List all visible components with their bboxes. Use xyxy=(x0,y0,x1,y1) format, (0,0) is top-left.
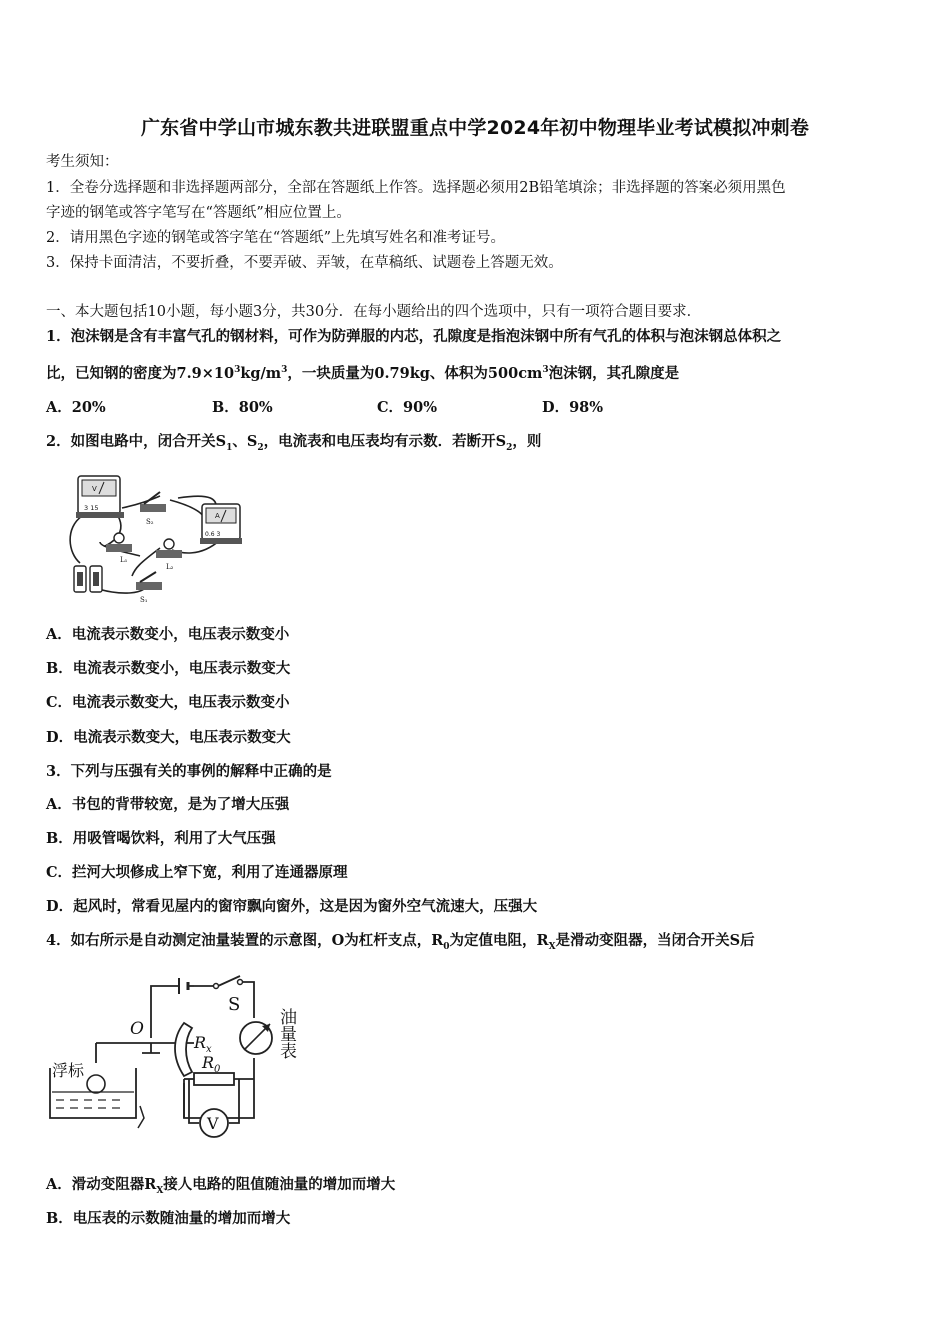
voltmeter-icon xyxy=(76,476,124,518)
bulb-l1-icon xyxy=(106,533,132,564)
switch-contact-icon xyxy=(214,984,219,989)
oil-surface xyxy=(52,1092,134,1108)
page-title: 广东省中学山市城东教共进联盟重点中学2024年初中物理毕业考试模拟冲刺卷 xyxy=(140,117,810,139)
rheostat-label: $R_x$ xyxy=(194,1033,212,1055)
q3-option-b[interactable]: B．用吸管喝饮料，利用了大气压强 xyxy=(46,830,276,847)
q4-option-b[interactable]: B．电压表的示数随油量的增加而增大 xyxy=(46,1210,291,1227)
switch-s-label: S xyxy=(228,994,241,1015)
notice-item: 字迹的钢笔或答字笔写在“答题纸”相应位置上。 xyxy=(46,205,351,221)
q2-stem: 2．如图电路中，闭合开关$S_1$、$S_2$，电流表和电压表均有示数．若断开$S_2$，则 xyxy=(46,433,542,453)
q3-option-c[interactable]: C．拦河大坝修成上窄下宽，利用了连通器原理 xyxy=(46,864,348,881)
rheostat-icon xyxy=(175,1023,192,1076)
switch-contact-icon xyxy=(238,980,243,985)
float-label: 浮标 xyxy=(52,1061,85,1080)
voltmeter-label: V xyxy=(92,485,97,493)
switch-s1-label: S₁ xyxy=(140,596,148,604)
q2-option-c[interactable]: C．电流表示数变大，电压表示数变小 xyxy=(46,694,290,711)
ammeter-label: A xyxy=(215,512,220,520)
resistor-r0-label: $R_0$ xyxy=(202,1053,221,1075)
q1-option-b[interactable]: B．80% xyxy=(212,399,273,416)
q1-stem-line1: 1．泡沫钢是含有丰富气孔的钢材料，可作为防弹服的内芯，孔隙度是指泡沫钢中所有气孔的体积与泡沫钢总体积之 xyxy=(46,328,782,345)
switch-s2-label: S₂ xyxy=(146,518,154,526)
q3-stem: 3．下列与压强有关的事例的解释中正确的是 xyxy=(46,763,332,780)
bulb-l1-label: L₁ xyxy=(120,556,128,564)
q3-option-a[interactable]: A．书包的背带较宽，是为了增大压强 xyxy=(46,796,290,813)
voltmeter-scale: 3 15 xyxy=(84,504,99,512)
pivot-o-label: O xyxy=(130,1019,144,1039)
q2-option-b[interactable]: B．电流表示数变小，电压表示数变大 xyxy=(46,660,291,677)
switch-s1-icon xyxy=(136,572,162,604)
q4-oil-gauge-figure xyxy=(44,968,324,1140)
battery-icon xyxy=(74,566,102,592)
q2-circuit-figure xyxy=(60,468,256,610)
switch-s2-icon xyxy=(140,492,166,526)
q1-stem-line2: 比，已知钢的密度为$7.9\times 10^3kg/m^3$，一块质量为0.79kg、体积为$500cm^3$泡沫钢，其孔隙度是 xyxy=(46,365,680,382)
notice-item: 1．全卷分选择题和非选择题两部分，全部在答题纸上作答。选择题必须用2B铅笔填涂；非选择题的答案必须用黑色 xyxy=(46,180,786,196)
q3-option-d[interactable]: D．起风时，常看见屋内的窗帘飘向窗外，这是因为窗外空气流速大，压强大 xyxy=(46,898,538,915)
q4-option-a[interactable]: A．滑动变阻器$R_X$接人电路的阻值随油量的增加而增大 xyxy=(46,1176,396,1196)
ammeter-scale: 0.6 3 xyxy=(205,531,221,538)
q4-stem: 4．如右所示是自动测定油量装置的示意图，O为杠杆支点，$R_0$为定值电阻，$R_X$是滑动变阻器，当闭合开关S后 xyxy=(46,932,755,952)
oil-gauge-label: 油量表 xyxy=(276,1008,296,1059)
ammeter-icon xyxy=(200,504,242,544)
notice-heading: 考生须知： xyxy=(46,154,119,170)
section-heading: 一、本大题包括10小题，每小题3分，共30分．在每小题给出的四个选项中，只有一项符合题目要求． xyxy=(46,304,702,320)
voltmeter-label: V xyxy=(207,1114,219,1133)
q1-option-a[interactable]: A．20% xyxy=(46,399,106,416)
notice-item: 3．保持卡面清洁，不要折叠，不要弄破、弄皱，在草稿纸、试题卷上答题无效。 xyxy=(46,255,563,271)
q2-option-a[interactable]: A．电流表示数变小，电压表示数变小 xyxy=(46,626,290,643)
bulb-l2-label: L₂ xyxy=(166,563,174,571)
q2-option-d[interactable]: D．电流表示数变大，电压表示数变大 xyxy=(46,729,291,746)
q1-option-c[interactable]: C．90% xyxy=(377,399,437,416)
float-icon xyxy=(87,1075,105,1093)
q1-option-d[interactable]: D．98% xyxy=(542,399,604,416)
bulb-l2-icon xyxy=(156,539,182,571)
notice-item: 2．请用黑色字迹的钢笔或答字笔在“答题纸”上先填写姓名和准考证号。 xyxy=(46,230,506,246)
